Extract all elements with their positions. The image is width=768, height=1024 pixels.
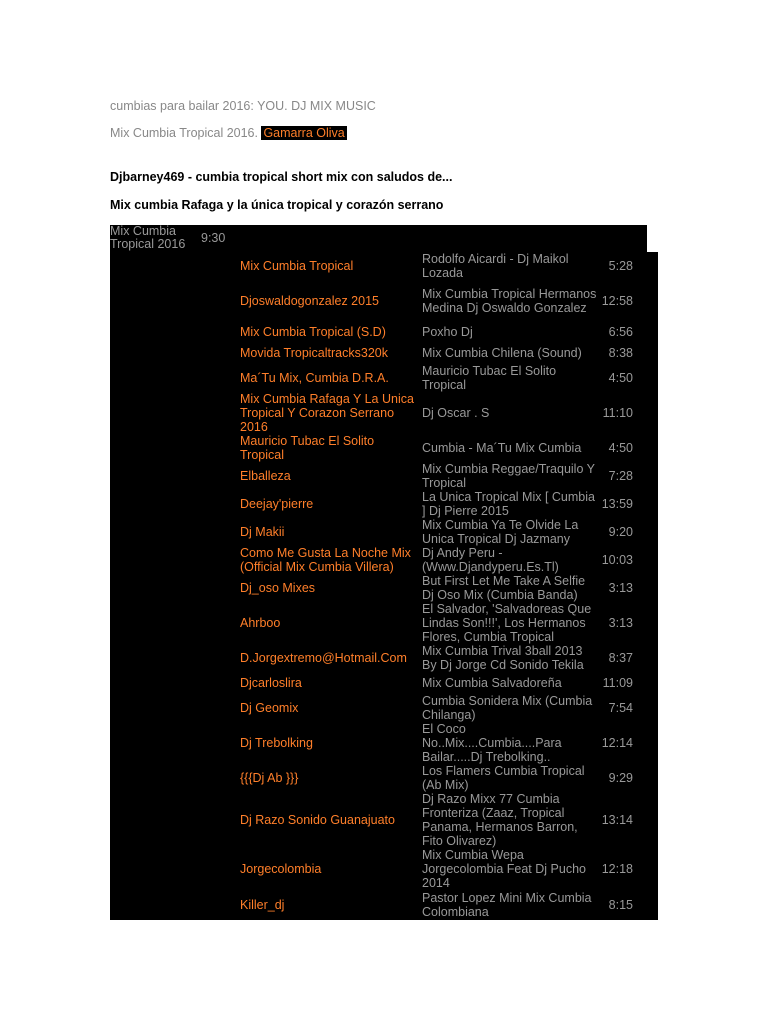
track-duration: 9:29 [608, 771, 633, 785]
track-title: Mix Cumbia Trival 3ball 2013 By Dj Jorge Cd Sonido Tekila [422, 644, 584, 672]
track-title: But First Let Me Take A Selfie Dj Oso Mix (Cumbia Banda) [422, 574, 586, 602]
highlighted-link[interactable]: Gamarra Oliva [263, 126, 345, 140]
table-row [110, 490, 658, 518]
track-title: Mix Cumbia Ya Te Olvide La Unica Tropical Dj Jazmany [422, 518, 579, 546]
track-duration: 10:03 [601, 553, 633, 567]
track-duration: 11:10 [602, 406, 633, 420]
track-title: Mauricio Tubac El Solito Tropical [422, 364, 557, 392]
track-title: Pastor Lopez Mini Mix Cumbia Colombiana [422, 891, 592, 919]
track-artist-link[interactable]: Ma´Tu Mix, Cumbia D.R.A. [240, 371, 389, 385]
track-duration: 3:13 [608, 581, 633, 595]
track-artist-link[interactable]: Elballeza [240, 469, 291, 483]
table-row [110, 602, 658, 644]
table-row [110, 392, 658, 434]
track-title: Mix Cumbia Salvadoreña [422, 676, 562, 690]
track-artist-link[interactable]: Movida Tropicaltracks320k [240, 346, 388, 360]
track-duration: 13:14 [601, 813, 633, 827]
intro-line-2-text: Mix Cumbia Tropical 2016. [110, 126, 262, 140]
track-artist-link[interactable]: Killer_dj [240, 898, 285, 912]
track-title: El Coco No..Mix....Cumbia....Para Bailar.....Dj Trebolking.. [422, 722, 562, 764]
table-row [110, 462, 658, 490]
track-title: Mix Cumbia Chilena (Sound) [422, 346, 582, 360]
track-artist-link[interactable]: Mauricio Tubac El Solito Tropical [240, 434, 375, 462]
track-artist-link[interactable]: {{{Dj Ab }}} [240, 771, 299, 785]
table-row [110, 364, 658, 392]
track-duration: 8:15 [608, 898, 633, 912]
track-artist-link[interactable]: Mix Cumbia Tropical (S.D) [240, 325, 386, 339]
track-artist-link[interactable]: Djcarloslira [240, 676, 302, 690]
track-duration: 5:28 [608, 259, 633, 273]
track-duration: 4:50 [608, 371, 633, 385]
bold-heading-1: Djbarney469 - cumbia tropical short mix con saludos de... [110, 170, 453, 184]
track-artist-link[interactable]: Mix Cumbia Rafaga Y La Unica Tropical Y Corazon Serrano 2016 [240, 392, 414, 434]
table-row [110, 434, 658, 462]
track-duration: 3:13 [608, 616, 633, 630]
table-row [110, 574, 658, 602]
table-row [110, 280, 658, 322]
table-row [110, 694, 658, 722]
track-duration: 12:58 [601, 294, 633, 308]
track-artist-link[interactable]: Dj Razo Sonido Guanajuato [240, 813, 395, 827]
table-row [110, 518, 658, 546]
track-duration: 7:54 [608, 701, 633, 715]
track-title: Dj Oscar . S [422, 406, 490, 420]
intro-line-2 [110, 126, 347, 140]
track-title: Rodolfo Aicardi - Dj Maikol Lozada [422, 252, 569, 280]
track-title: Cumbia Sonidera Mix (Cumbia Chilanga) [422, 694, 593, 722]
track-title: Poxho Dj [422, 325, 473, 339]
track-table [110, 252, 658, 920]
track-duration: 11:09 [602, 676, 633, 690]
track-artist-link[interactable]: Dj_oso Mixes [240, 581, 316, 595]
track-title: La Unica Tropical Mix [ Cumbia ] Dj Pierre 2015 [422, 490, 595, 518]
track-title: Mix Cumbia Reggae/Traquilo Y Tropical [422, 462, 595, 490]
table-row [110, 252, 658, 280]
track-duration: 6:56 [608, 325, 633, 339]
track-title: El Salvador, 'Salvadoreas Que Lindas Son!!!', Los Hermanos Flores, Cumbia Tropical [422, 602, 592, 644]
track-title: Cumbia - Ma´Tu Mix Cumbia [422, 441, 582, 455]
table-row [110, 644, 658, 672]
track-title: Dj Razo Mixx 77 Cumbia Fronteriza (Zaaz, Tropical Panama, Hermanos Barron, Fito Olivarez) [422, 792, 578, 848]
table-row [110, 792, 658, 848]
track-duration: 8:37 [608, 651, 633, 665]
track-duration: 12:14 [601, 736, 633, 750]
track-artist-link[interactable]: Mix Cumbia Tropical [240, 259, 354, 273]
track-artist-link[interactable]: Dj Trebolking [240, 736, 313, 750]
track-duration: 7:28 [608, 469, 633, 483]
header-title: Mix Cumbia Tropical 2016 [110, 224, 186, 251]
track-duration: 12:18 [601, 862, 633, 876]
track-title: Dj Andy Peru - (Www.Djandyperu.Es.Tl) [422, 546, 559, 574]
track-title: Mix Cumbia Tropical Hermanos Medina Dj Oswaldo Gonzalez [422, 287, 597, 315]
track-artist-link[interactable]: Ahrboo [240, 616, 281, 630]
track-title: Mix Cumbia Wepa Jorgecolombia Feat Dj Pucho 2014 [422, 848, 586, 890]
track-artist-link[interactable]: D.Jorgextremo@Hotmail.Com [240, 651, 407, 665]
track-duration: 9:20 [608, 525, 633, 539]
table-row [110, 848, 658, 890]
track-duration: 13:59 [601, 497, 633, 511]
track-artist-link[interactable]: Djoswaldogonzalez 2015 [240, 294, 379, 308]
table-row [110, 764, 658, 792]
track-artist-link[interactable]: Dj Geomix [240, 701, 299, 715]
table-row [110, 546, 658, 574]
track-title: Los Flamers Cumbia Tropical (Ab Mix) [422, 764, 585, 792]
bold-heading-2: Mix cumbia Rafaga y la única tropical y corazón serrano [110, 198, 444, 212]
track-duration: 4:50 [608, 441, 633, 455]
track-duration: 8:38 [608, 346, 633, 360]
intro-line-1: cumbias para bailar 2016: YOU. DJ MIX MUSIC [110, 99, 376, 113]
header-time: 9:30 [201, 231, 226, 245]
table-row [110, 342, 658, 364]
track-artist-link[interactable]: Jorgecolombia [240, 862, 322, 876]
table-row [110, 722, 658, 764]
track-artist-link[interactable]: Como Me Gusta La Noche Mix (Official Mix Cumbia Villera) [240, 546, 411, 574]
table-header [110, 225, 647, 252]
table-row [110, 322, 658, 342]
track-artist-link[interactable]: Dj Makii [240, 525, 285, 539]
track-artist-link[interactable]: Deejay'pierre [240, 497, 314, 511]
table-row [110, 672, 658, 694]
table-row [110, 890, 658, 920]
